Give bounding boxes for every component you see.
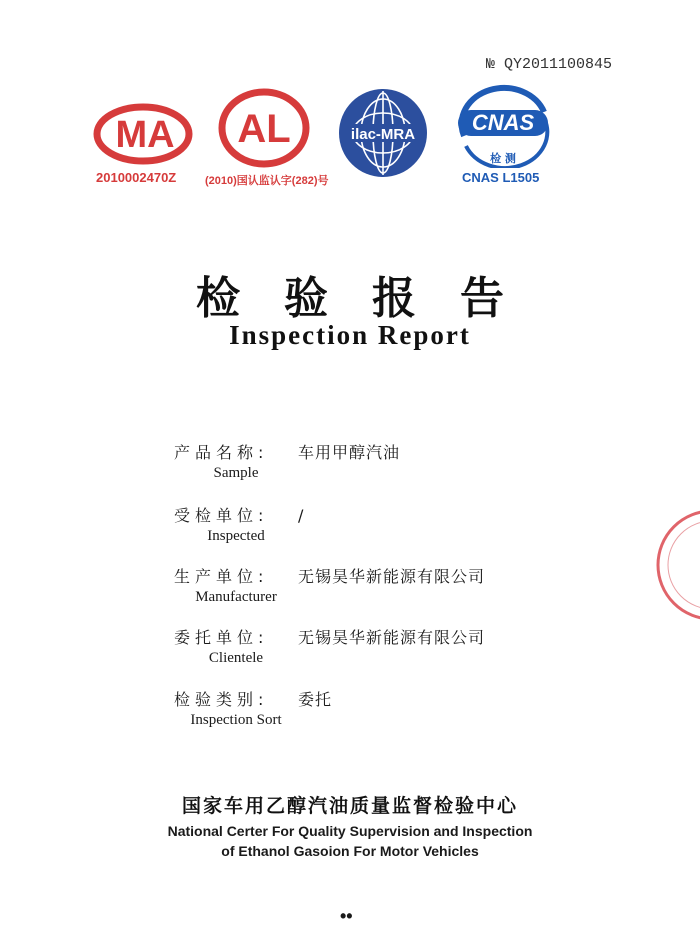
title-cn: 检验报告 bbox=[196, 273, 548, 324]
issuer-name-en-line2: of Ethanol Gasoion For Motor Vehicles bbox=[221, 843, 479, 859]
field-label-cn: 受检单位: bbox=[174, 506, 269, 525]
ilac-mra-logo-text: ilac-MRA bbox=[350, 126, 416, 143]
cal-logo bbox=[216, 88, 312, 168]
field-clientele bbox=[174, 628, 486, 666]
field-label-en: Sample bbox=[213, 465, 259, 481]
cnas-logo-text: CNAS bbox=[471, 110, 535, 135]
field-inspected bbox=[174, 506, 305, 544]
field-label-cn: 检验类别: bbox=[174, 690, 269, 709]
field-value: 无锡昊华新能源有限公司 bbox=[298, 628, 486, 647]
footer-mark: •• bbox=[340, 906, 353, 926]
field-label-en: Clientele bbox=[208, 650, 264, 666]
title-en: Inspection Report bbox=[229, 320, 471, 350]
field-sample bbox=[174, 443, 401, 481]
field-manufacturer bbox=[174, 567, 486, 605]
field-value: 委托 bbox=[298, 690, 333, 709]
field-label-cn: 产品名称: bbox=[174, 443, 269, 462]
ilac-mra-logo bbox=[337, 87, 429, 179]
cal-code: (2010)国认监认字(282)号 bbox=[205, 175, 329, 187]
cnas-logo-sub: 检 测 bbox=[490, 152, 516, 165]
report-number: № QY2011100845 bbox=[486, 56, 613, 73]
field-label-en: Manufacturer bbox=[195, 589, 277, 605]
field-value: 车用甲醇汽油 bbox=[298, 443, 401, 462]
field-label-cn: 生产单位: bbox=[174, 567, 269, 586]
cma-logo-text: MA bbox=[115, 114, 175, 156]
field-label-cn: 委托单位: bbox=[174, 628, 269, 647]
cal-logo-text: AL bbox=[237, 107, 291, 151]
field-inspection-sort bbox=[174, 690, 333, 728]
field-label-en: Inspection Sort bbox=[190, 712, 282, 728]
cma-code: 2010002470Z bbox=[96, 170, 177, 185]
issuer-name-cn: 国家车用乙醇汽油质量监督检验中心 bbox=[181, 795, 518, 817]
field-label-en: Inspected bbox=[207, 528, 265, 544]
field-value: 无锡昊华新能源有限公司 bbox=[298, 567, 486, 586]
cma-logo bbox=[93, 103, 193, 165]
cnas-code: CNAS L1505 bbox=[462, 170, 540, 185]
seal-stamp bbox=[650, 505, 700, 625]
issuer-name-en-line1: National Certer For Quality Supervision and Inspection bbox=[167, 823, 533, 839]
cnas-logo bbox=[452, 84, 554, 168]
field-value: / bbox=[298, 506, 305, 525]
